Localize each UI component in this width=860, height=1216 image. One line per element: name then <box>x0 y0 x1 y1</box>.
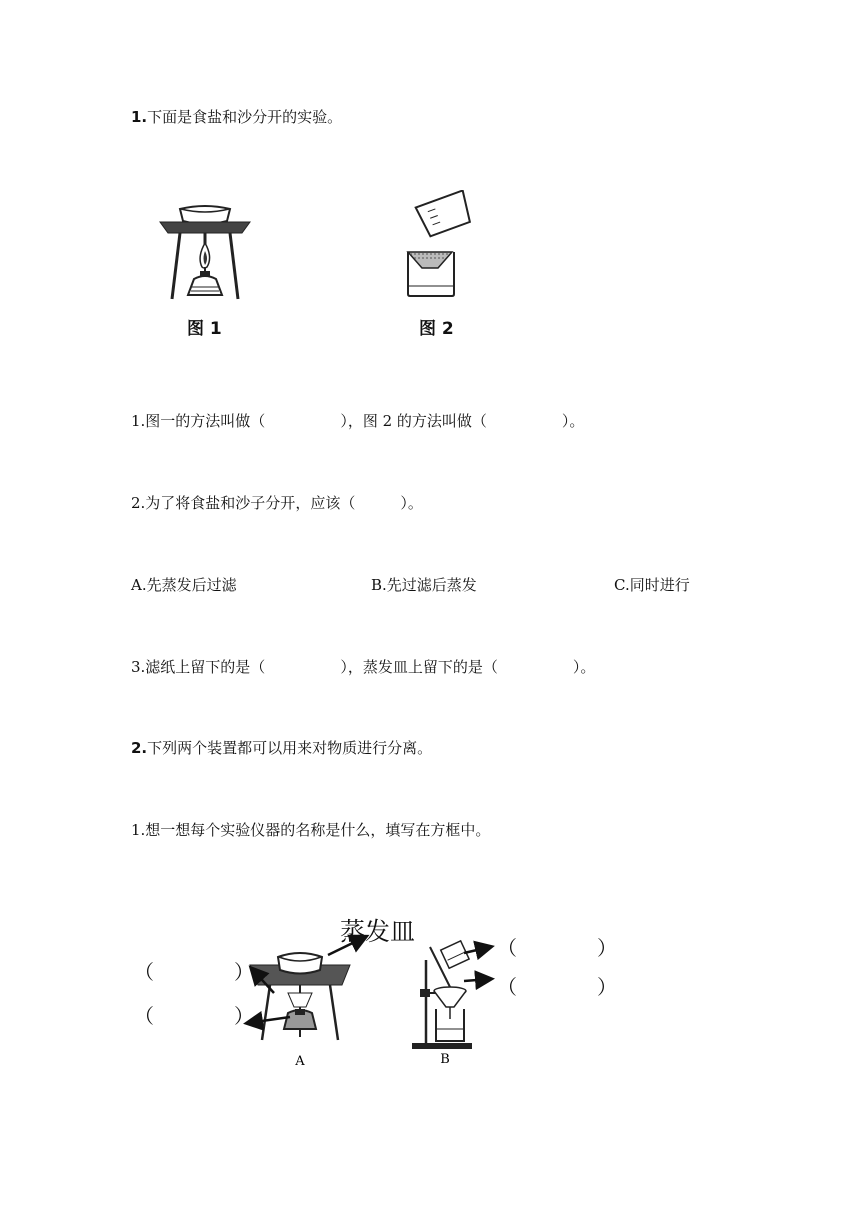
q1-option-b: B.先过滤后蒸发 <box>371 576 477 594</box>
evaporating-dish-label: 蒸发皿 <box>340 917 416 946</box>
apparatus-b-label: B <box>440 1052 450 1067</box>
q2-title-line <box>131 737 432 758</box>
blank-a-lower: （ ） <box>134 1004 254 1028</box>
q1-option-a: A.先蒸发后过滤 <box>131 576 237 594</box>
q2-title: 下列两个装置都可以用来对物质进行分离。 <box>147 739 433 757</box>
q1-title-line <box>131 106 342 127</box>
q1-sub2: 2.为了将食盐和沙子分开，应该（ ）。 <box>131 494 423 512</box>
q1-sub3: 3.滤纸上留下的是（ ），蒸发皿上留下的是（ ）。 <box>131 658 596 676</box>
q1-title: 下面是食盐和沙分开的实验。 <box>147 108 343 126</box>
blank-b-lower: （ ） <box>497 975 617 999</box>
apparatus-a-label: A <box>295 1054 305 1069</box>
q2-number: 2. <box>131 739 148 757</box>
figure-1-evaporation <box>150 195 260 305</box>
q2-sub1: 1.想一想每个实验仪器的名称是什么，填写在方框中。 <box>131 821 491 839</box>
figure-2-caption: 图 2 <box>419 319 454 339</box>
figure-1-caption: 图 1 <box>187 319 222 339</box>
figure-2-filtration <box>400 190 480 305</box>
q1-sub1: 1.图一的方法叫做（ ），图 2 的方法叫做（ ）。 <box>131 412 585 430</box>
blank-b-upper: （ ） <box>497 936 617 960</box>
q1-option-c: C.同时进行 <box>614 576 690 594</box>
apparatus-diagram <box>240 925 500 1070</box>
q1-number: 1. <box>131 108 148 126</box>
blank-a-upper: （ ） <box>134 960 254 984</box>
